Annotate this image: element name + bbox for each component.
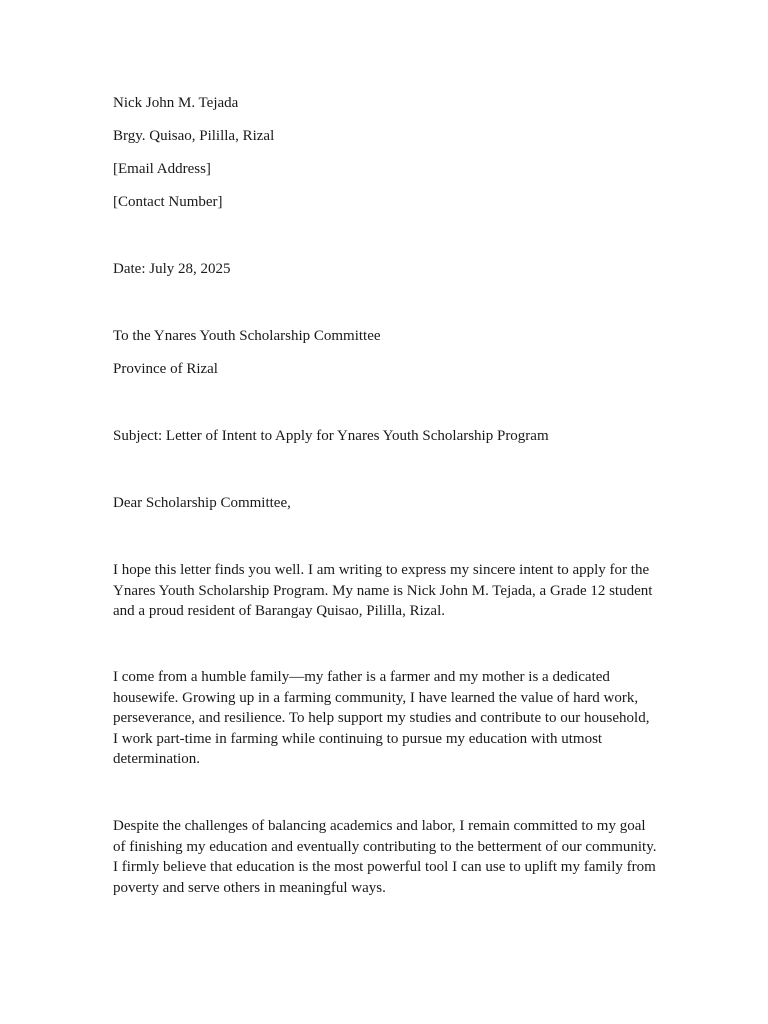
sender-email: [Email Address]	[113, 161, 211, 177]
recipient-line-2: Province of Rizal	[113, 361, 218, 377]
body-paragraph-2: I come from a humble family—my father is a farmer and my mother is a dedicated housewife. Growing up in a farming community, I have learned the value of hard work, perseverance, and resilience. To help support my studies and contribute to our household, I work part-time in farming while continuing to pursue my education with utmost determination.	[113, 669, 650, 767]
letter-subject: Subject: Letter of Intent to Apply for Ynares Youth Scholarship Program	[113, 428, 549, 444]
sender-name: Nick John M. Tejada	[113, 95, 239, 111]
body-paragraph-3: Despite the challenges of balancing academics and labor, I remain committed to my goal of finishing my education and eventually contributing to the betterment of our community. I firmly believe that education is the most powerful tool I can use to uplift my family from poverty and serve others in meaningful ways.	[113, 818, 657, 896]
sender-contact: [Contact Number]	[113, 194, 223, 210]
letter-date: Date: July 28, 2025	[113, 261, 231, 277]
recipient-line-1: To the Ynares Youth Scholarship Committee	[113, 328, 381, 344]
salutation: Dear Scholarship Committee,	[113, 495, 291, 511]
body-paragraph-1: I hope this letter finds you well. I am writing to express my sincere intent to apply for the Ynares Youth Scholarship Program. My name is Nick John M. Tejada, a Grade 12 student and a proud resident of Barangay Quisao, Pililla, Rizal.	[113, 562, 653, 619]
sender-address: Brgy. Quisao, Pililla, Rizal	[113, 128, 275, 144]
